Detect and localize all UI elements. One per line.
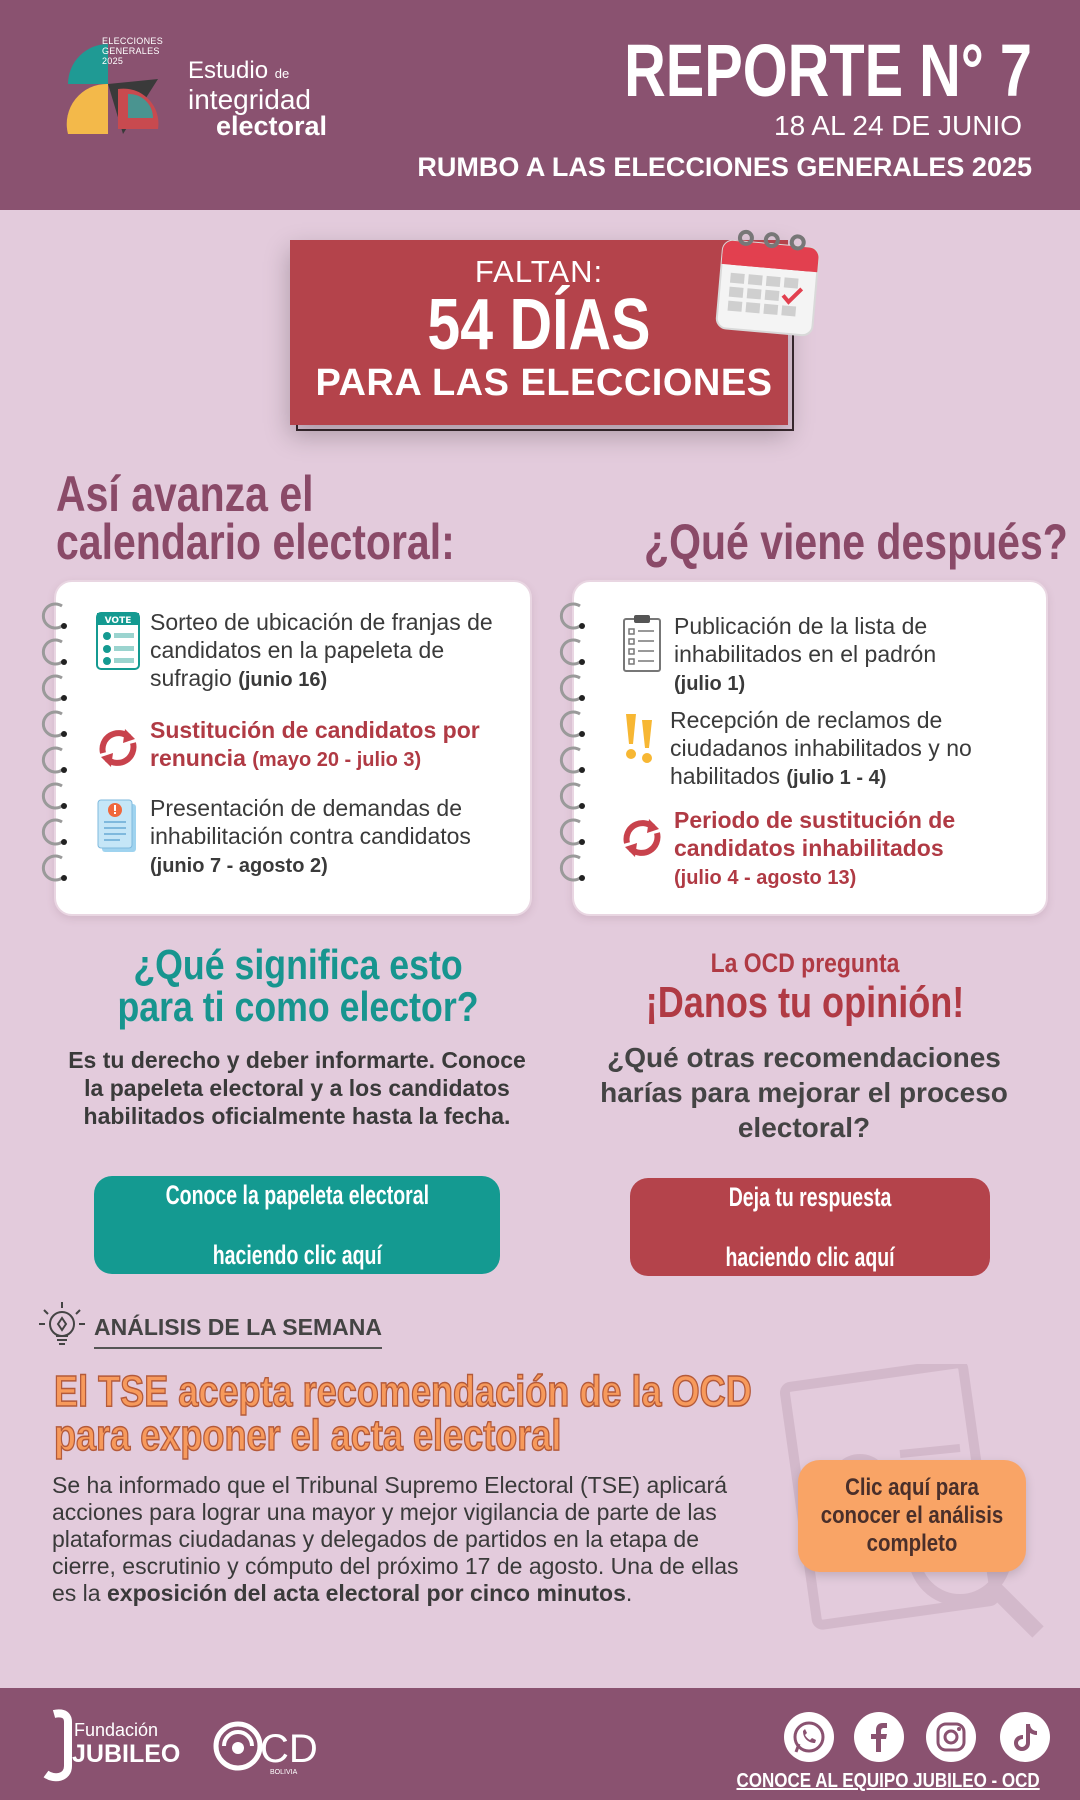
exclamation-icon [618, 706, 662, 770]
report-subtitle: RUMBO A LAS ELECCIONES GENERALES 2025 [417, 152, 1032, 182]
despues-item-2: Recepción de reclamos de ciudadanos inhabilitados y no habilitados (julio 1 - 4) [618, 706, 1048, 792]
instagram-icon[interactable] [926, 1712, 976, 1762]
despues-item-1: Publicación de la lista de inhabilitados en el padrón (julio 1) [618, 612, 1038, 698]
papeleta-button[interactable]: Conoce la papeleta electoral haciendo clic aquí [94, 1176, 500, 1274]
despues-title: ¿Qué viene después? [644, 514, 1068, 570]
report-title: REPORTE N° 7 [624, 29, 1032, 112]
calendar-icon [707, 223, 828, 344]
countdown-days: 54 DÍAS [427, 285, 651, 365]
analysis-body: Se ha informado que el Tribunal Supremo Electoral (TSE) aplicará acciones para lograr una mayor y mejor vigilancia de parte de las plataformas ciudadanas y delegados de partidos en la etapa de cierre, escrutinio y cómputo del próximo 17 de agosto. Una de ellas es la exposición del acta electoral por cinco minutos. [52, 1472, 739, 1606]
document-alert-icon [94, 794, 142, 858]
svg-text:JUBILEO: JUBILEO [72, 1740, 180, 1768]
despues-notebook [572, 580, 1048, 916]
calendario-item-2: Sustitución de candidatos por renuncia (mayo 20 - julio 3) [94, 716, 524, 780]
logo-small-text: ELECCIONES GENERALES 2025 [102, 36, 164, 66]
logo-words: Estudio de integridad electoral [188, 57, 328, 141]
vote-ballot-icon [94, 608, 142, 672]
despues-item-3: Periodo de sustitución de candidatos inhabilitados (julio 4 - agosto 13) [618, 806, 1048, 892]
elector-title: ¿Qué significa esto para ti como elector? [117, 941, 479, 1030]
opinion-text: ¿Qué otras recomendaciones harías para mejorar el proceso electoral? [600, 1042, 1008, 1143]
calendario-item-1: VOTE Sorteo de ubicación de franjas de candidatos en la papeleta de sufragio (junio 16) [94, 608, 524, 694]
tiktok-icon[interactable] [1000, 1712, 1050, 1762]
report-dates: 18 AL 24 DE JUNIO [774, 110, 1022, 141]
svg-text:Fundación: Fundación [74, 1720, 159, 1740]
lightbulb-icon [38, 1300, 86, 1350]
spiral-rings-icon [40, 596, 80, 906]
header [0, 0, 1080, 210]
analysis-title: El TSE acepta recomendación de la OCD para exponer el acta electoral [54, 1367, 752, 1460]
elector-text: Es tu derecho y deber informarte. Conoce la papeleta electoral y a los candidatos habilitados oficialmente hasta la fecha. [68, 1047, 526, 1129]
svg-text:VOTE: VOTE [104, 616, 132, 626]
calendario-item-3: Presentación de demandas de inhabilitación contra candidatos (junio 7 - agosto 2) [94, 794, 524, 880]
equipo-link[interactable]: CONOCE AL EQUIPO JUBILEO - OCD [736, 1770, 1040, 1792]
fundacion-jubileo-logo [40, 1708, 180, 1784]
analysis-label: ANÁLISIS DE LA SEMANA [94, 1314, 382, 1349]
analysis-button[interactable]: Clic aquí para conocer el análisis completo [798, 1460, 1026, 1572]
swap-arrows-icon [94, 716, 142, 780]
countdown-faltan: FALTAN: [474, 254, 604, 289]
svg-text:CD: CD [260, 1727, 318, 1771]
svg-text:BOLIVIA: BOLIVIA [270, 1769, 298, 1776]
respuesta-button[interactable]: Deja tu respuesta haciendo clic aquí [630, 1178, 990, 1276]
calendario-notebook [54, 580, 532, 916]
opinion-title: ¡Danos tu opinión! [645, 978, 965, 1027]
ocd-pregunta: La OCD pregunta [710, 948, 900, 978]
swap-arrows-icon [618, 806, 666, 870]
countdown-para: PARA LAS ELECCIONES [315, 362, 773, 404]
facebook-icon[interactable] [854, 1712, 904, 1762]
whatsapp-icon[interactable] [784, 1712, 834, 1762]
calendario-title: Así avanza el calendario electoral: [56, 466, 455, 570]
footer [0, 1688, 1080, 1800]
clipboard-list-icon [618, 612, 666, 676]
spiral-rings-icon [558, 596, 598, 906]
ocd-logo [210, 1718, 334, 1778]
